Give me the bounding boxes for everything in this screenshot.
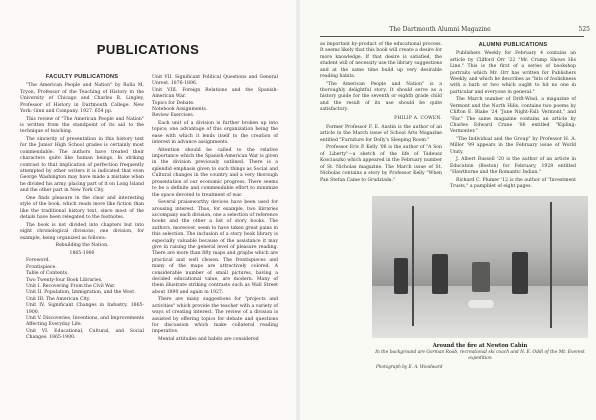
outline-item: Unit IV. Significant Changes in Industry. 1865-1900. <box>26 303 144 315</box>
news-paragraph: Richard C. Plumer '12 is the author of "Investment Trusts," a pamphlet of eight pages. <box>450 177 576 190</box>
review-paragraph: The book is not divided into chapters but into eight chronological divisions; one division, for example, being organized as follows: <box>20 222 144 241</box>
review-paragraph: Mental attitudes and habits are considered <box>158 337 259 342</box>
left-page <box>0 0 296 420</box>
outline-item: Notebook Assignments. <box>152 107 208 113</box>
news-paragraph: Former Professor F. E. Austin is the author of an article in the March issue of School Arts Magazine entitled "Furniture for Dolly's Sleeping Room." <box>320 125 442 143</box>
news-paragraph: "The Individual and the Group" by Professor H. A. Miller '99 appears in the February issue of World Unity. <box>450 137 576 155</box>
news-paragraph: Publishers Weekly for February 4 contains an article by Clifford Orr '22 "Mr. Crump Shows His Line." This is the first of a series of bookshop portraits which Mr. Orr has written for Publishers Weekly, and which he describes as "bits of foolishness with a barb or two which ought to hit no one in particular and everyone in general." <box>450 51 576 95</box>
review-paragraph: "The American People and Nation" is a thoroughly delightful story. It should serve as a history guide for the seventh or eighth grade child and the result of its use should be quite satisfactory. <box>320 81 442 113</box>
review-paragraph: This review of "The American People and Nation" is written from the standpoint of its aid to the technique of teaching. <box>20 116 144 135</box>
alumni-publications-heading: ALUMNI PUBLICATIONS <box>478 42 548 48</box>
right-column-1 <box>320 42 442 185</box>
page-title: PUBLICATIONS <box>96 42 200 57</box>
outline-item: Frontispiece. <box>26 264 57 270</box>
left-column-1 <box>20 74 144 343</box>
outline-item: Foreword. <box>26 258 50 264</box>
outline-item: Unit V. Discoveries, Inventions, and Improvements Affecting Everyday Life. <box>26 315 144 328</box>
photo-caption-body: In the background are Gorman Roab, recreational ski coach and N. E. Oddi of the Mt. Everest expedition <box>375 350 585 361</box>
review-paragraph: One finds pleasure in the clear and interesting style of the book, which reads more like fiction than like the traditional history text, since most of the details have been relegated to the footnotes. <box>20 195 144 221</box>
outline-item: Unit III. The American City. <box>26 296 91 302</box>
right-column-2 <box>450 42 576 192</box>
review-paragraph: Several praiseworthy devices have been used for arousing interest. Thus, for example, two libraries accompany each division, one a selection of reference books and the other a list of story books. The authors, moreover, seem to have taken great pains in this selection. The inclusion of a story book library is especially valuable because of the assistance it may give in raising the general level of pleasure reading. There are more than fifty maps and graphs which are practical and well chosen. The frontispieces and many of the maps are attractively colored. A considerable number of small pictures, having a decided educational value, are modern. Many of them illustrate striking contrasts such as Wall Street about 1890 and again in 1927. <box>152 200 278 295</box>
outline-item: Unit VII. Significant Political Questions and General Unrest. 1876-1896. <box>152 75 278 87</box>
outline-dates: 1865-1900 <box>69 250 95 256</box>
review-paragraph: as important by-product of the educational process. It seems likely that this book will create a desire for more knowledge. If that desire is satisfied, the student will of necessity use the library suggestions and at the same time build up very desirable reading habits. <box>320 42 442 80</box>
cabin-fire-photo <box>372 196 588 338</box>
news-paragraph: Professor Eric P. Kelly '06 is the author of "A Son of Liberty"—a sketch of the life of Tadeusz Kosciuszko which appeared in the February number of St. Nicholas magazine. The March issue of St. Nicholas contains a story by Professor Kelly "When Pan Stefan Came to Grudziada." <box>320 145 442 183</box>
review-paragraph: There are many suggestions for "projects and activities" which provide the teacher with a variety of ways of creating interest. The review of a division is assisted by offering topics for debate and questions for discussion which make collateral reading imperative. <box>152 297 278 335</box>
header-rule <box>320 36 584 37</box>
review-paragraph: Attention should be called to the relative importance which the Spanish-American War is given in the division previously outlined. There is a splendid emphasis given to such things as Social and Cultural changes in the country and a very thorough presentation of our economic progress. There seems to be a definite and commendable effort to minimize the space devoted to treatment of war. <box>152 147 278 198</box>
reviewer-signature: PHILIP A. COWEN. <box>394 115 442 121</box>
outline-item: Two Twenty-four Book Libraries. <box>26 277 103 283</box>
running-head <box>300 26 596 34</box>
photo-credit: Photograph by E. A. Woodward <box>376 364 443 369</box>
outline-item: Unit VI. Educational, Cultural, and Social Changes. 1865-1900. <box>26 328 144 341</box>
outline-item: Table of Contents. <box>26 271 69 277</box>
faculty-publications-heading: FACULTY PUBLICATIONS <box>45 74 119 80</box>
left-column-2 <box>152 74 278 345</box>
magazine-title: The Dartmouth Alumni Magazine <box>389 26 491 33</box>
review-paragraph: The sincerity of presentation in this history text for the Junior High School grades is certainly most commendable. The authors have treated their characters quite like human beings. In striking contrast to that implication of perfection frequently attempted by other writers it is indicated that even George Washington may have made a mistake when he divided his army, placing part of it on Long Island and the other part in New York City. <box>20 137 144 194</box>
right-page <box>300 0 596 420</box>
page-number: 525 <box>578 26 590 33</box>
outline-item: Unit II. Population, Immigration, and the West. <box>26 290 136 296</box>
outline-item: Unit VIII. Foreign Relations and the Spanish-American War. <box>152 87 278 100</box>
news-paragraph: J. Albert Russell '20 is the author of an article in Education (Boston) for February, 1928 entitled "Hawthorne and the Romantic Indian." <box>450 157 576 176</box>
outline-item: Topics for Debate. <box>152 100 195 106</box>
outline-item: Review Exercises. <box>152 113 195 119</box>
photo-caption-title: Around the fire at Newton Cabin <box>432 343 528 349</box>
news-paragraph: The March number of Drift-Wind, a magazine of Vermont and the North Hills, contains two poems by Clifton E. Blake '24 "June Night-Fall: Vermont," and "Far." The same magazine contains an article by Charles Edward Crane '06 entitled "Kipling: Vermonter." <box>450 97 576 135</box>
review-paragraph: Each unit of a division is further broken up into topics; one advantage of this organization being the ease with which it lends itself to the creation of interest in advance assignments. <box>152 120 278 146</box>
outline-item: Unit I. Recovering From the Civil War. <box>26 283 116 289</box>
outline-list-continued <box>152 75 278 120</box>
outline-title: Rebuilding the Nation. <box>55 243 109 249</box>
outline-list <box>26 258 144 341</box>
book-citation: "The American People and Nation" by Rolla M. Tryon, Professor of the Teaching of History in the University of Chicago and Charles R. Lingley, Professor of History in Dartmouth College. New York: Ginn and Company. 1927. 654 pp. <box>20 83 144 115</box>
